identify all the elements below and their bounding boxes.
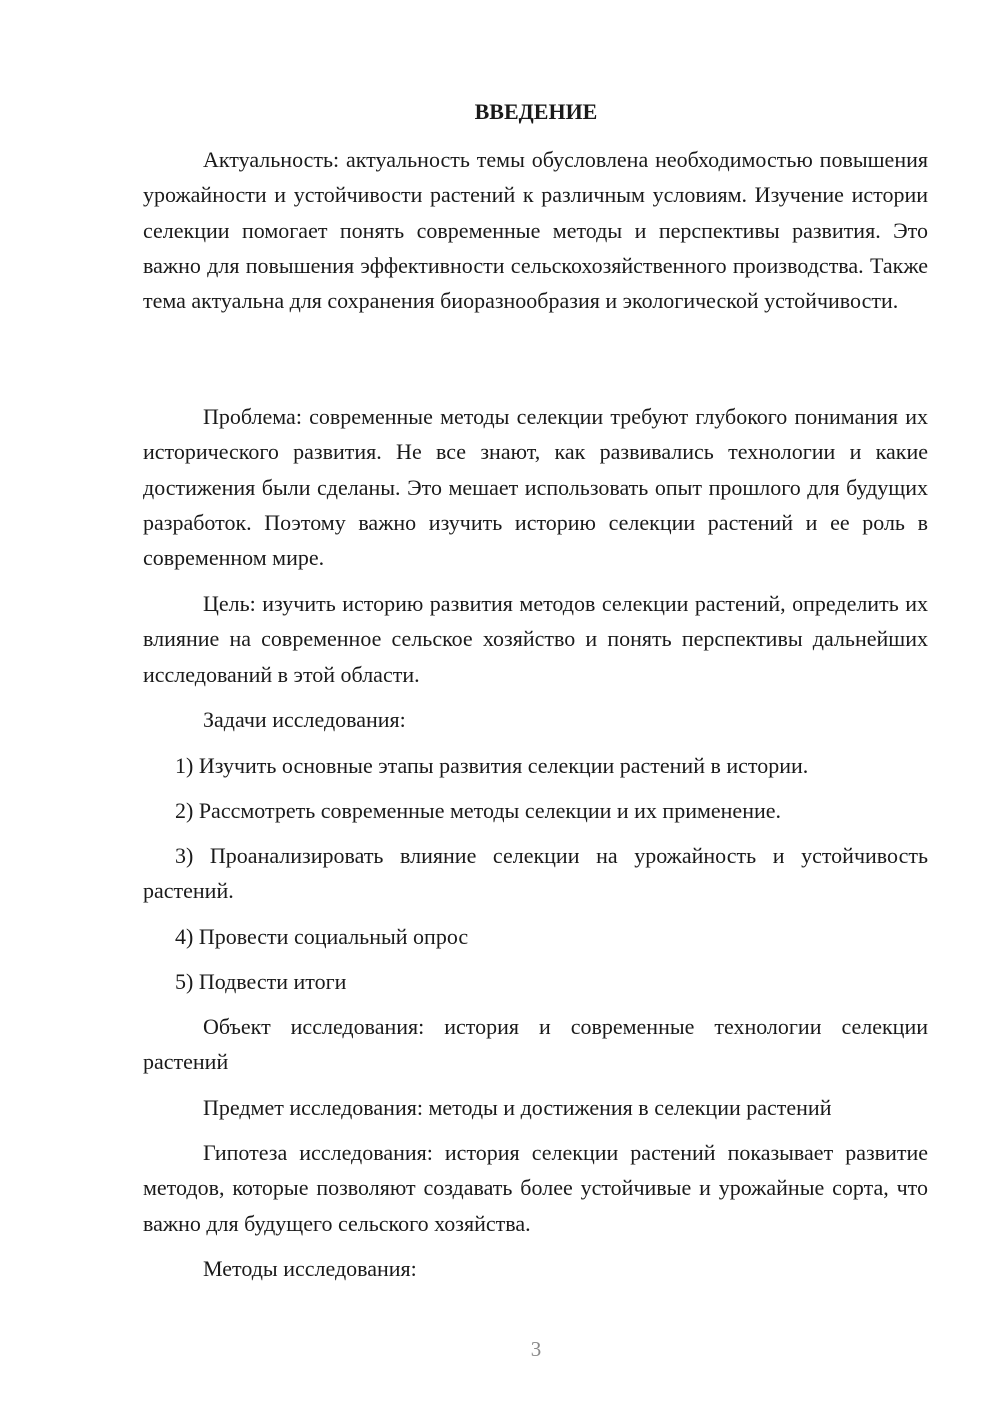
task-item-2: 2) Рассмотреть современные методы селекции и их применение.	[175, 798, 782, 823]
section-title: ВВЕДЕНИЕ	[474, 99, 598, 124]
task-item-1: 1) Изучить основные этапы развития селекции растений в истории.	[175, 753, 809, 778]
methods-heading: Методы исследования:	[203, 1256, 417, 1281]
page-number: 3	[530, 1337, 542, 1361]
paragraph-object: Объект исследования: история и современные технологии селекции растений	[143, 1014, 928, 1075]
paragraph-relevance: Актуальность: актуальность темы обусловлена необходимостью повышения урожайности и устойчивости растений к различным условиям. Изучение истории селекции помогает понять современные методы и перспективы развития. Это важно для повышения эффективности сельскохозяйственного производства. Также тема актуальна для сохранения биоразнообразия и экологической устойчивости.	[143, 147, 928, 314]
paragraph-subject: Предмет исследования: методы и достижения в селекции растений	[203, 1095, 832, 1120]
tasks-heading: Задачи исследования:	[203, 707, 406, 732]
task-item-4: 4) Провести социальный опрос	[175, 924, 469, 949]
task-item-5: 5) Подвести итоги	[175, 969, 347, 994]
task-item-3: 3) Проанализировать влияние селекции на урожайность и устойчивость растений.	[143, 843, 928, 904]
paragraph-hypothesis: Гипотеза исследования: история селекции растений показывает развитие методов, которые позволяют создавать более устойчивые и урожайные сорта, что важно для будущего сельского хозяйства.	[143, 1140, 928, 1236]
paragraph-problem: Проблема: современные методы селекции требуют глубокого понимания их исторического развития. Не все знают, как развивались технологии и какие достижения были сделаны. Это мешает использовать опыт прошлого для будущих разработок. Поэтому важно изучить историю селекции растений и ее роль в современном мире.	[143, 404, 928, 571]
paragraph-goal: Цель: изучить историю развития методов селекции растений, определить их влияние на современное сельское хозяйство и понять перспективы дальнейших исследований в этой области.	[143, 591, 928, 687]
